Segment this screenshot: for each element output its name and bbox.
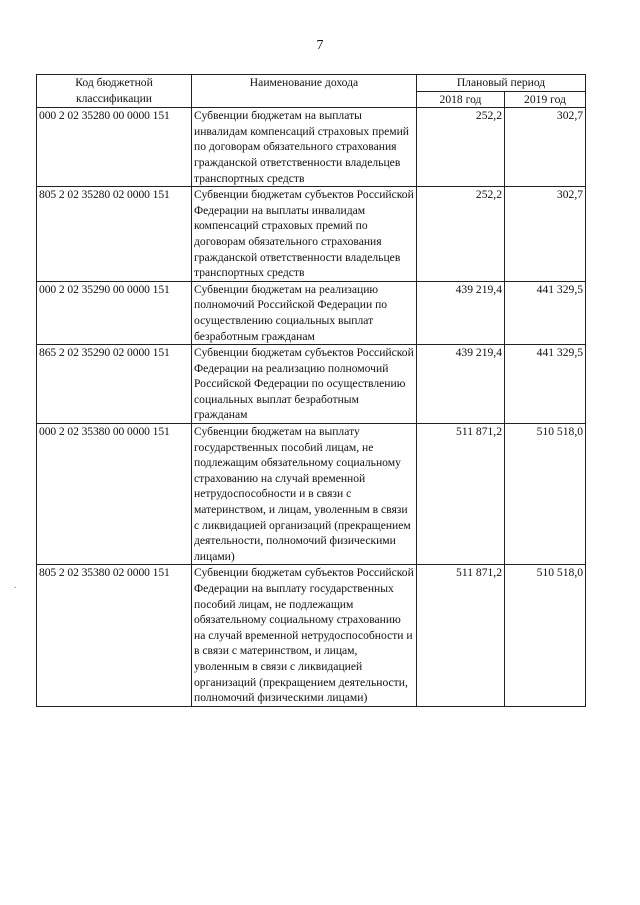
value-2019-cell: 510 518,0 <box>505 424 586 565</box>
value-2019-cell: 510 518,0 <box>505 565 586 706</box>
code-cell: 000 2 02 35380 00 0000 151 <box>37 424 192 565</box>
table-row <box>37 424 586 565</box>
scan-artifact: . <box>14 580 17 590</box>
value-2019-cell: 441 329,5 <box>505 345 586 424</box>
code-cell: 000 2 02 35290 00 0000 151 <box>37 281 192 344</box>
table-row <box>37 108 586 187</box>
name-cell: Субвенции бюджетам субъектов Российской Федерации на выплаты инвалидам компенсаций страховых премий по договорам обязательного страхования гражданской ответственности владельцев транспортных средств <box>192 187 417 282</box>
table-row <box>37 345 586 424</box>
header-code: Код бюджетной классификации <box>37 75 192 108</box>
name-cell: Субвенции бюджетам на реализацию полномочий Российской Федерации по осуществлению социальных выплат безработным гражданам <box>192 281 417 344</box>
table-row <box>37 565 586 706</box>
header-year-2018: 2018 год <box>417 91 505 108</box>
table-body <box>37 108 586 707</box>
name-cell: Субвенции бюджетам на выплаты инвалидам компенсаций страховых премий по договорам обязательного страхования гражданской ответственности владельцев транспортных средств <box>192 108 417 187</box>
header-year-2019: 2019 год <box>505 91 586 108</box>
name-cell: Субвенции бюджетам субъектов Российской Федерации на выплату государственных пособий лицам, не подлежащим обязательному социальному страхованию на случай временной нетрудоспособности и в связи с материнством, и лицам, уволенным в связи с ликвидацией организаций (прекращением деятельности, полномочий физическими лицами) <box>192 565 417 706</box>
value-2018-cell: 439 219,4 <box>417 281 505 344</box>
name-cell: Субвенции бюджетам субъектов Российской Федерации на реализацию полномочий Российской Федерации по осуществлению социальных выплат безработным гражданам <box>192 345 417 424</box>
code-cell: 805 2 02 35380 02 0000 151 <box>37 565 192 706</box>
code-cell: 000 2 02 35280 00 0000 151 <box>37 108 192 187</box>
name-cell: Субвенции бюджетам на выплату государственных пособий лицам, не подлежащим обязательному социальному страхованию на случай временной нетрудоспособности и в связи с материнством, и лицам, уволенным в связи с ликвидацией организаций (прекращением деятельности, полномочий физическими лицами) <box>192 424 417 565</box>
value-2018-cell: 511 871,2 <box>417 565 505 706</box>
value-2018-cell: 439 219,4 <box>417 345 505 424</box>
table-row <box>37 281 586 344</box>
budget-income-table <box>36 74 586 707</box>
value-2018-cell: 511 871,2 <box>417 424 505 565</box>
value-2018-cell: 252,2 <box>417 187 505 282</box>
code-cell: 865 2 02 35290 02 0000 151 <box>37 345 192 424</box>
page-number: 7 <box>316 38 324 53</box>
table-header <box>37 75 586 108</box>
value-2019-cell: 302,7 <box>505 108 586 187</box>
header-planning-period: Плановый период <box>417 75 586 92</box>
code-cell: 805 2 02 35280 02 0000 151 <box>37 187 192 282</box>
table-row <box>37 187 586 282</box>
value-2019-cell: 441 329,5 <box>505 281 586 344</box>
value-2019-cell: 302,7 <box>505 187 586 282</box>
header-name: Наименование дохода <box>192 75 417 108</box>
value-2018-cell: 252,2 <box>417 108 505 187</box>
